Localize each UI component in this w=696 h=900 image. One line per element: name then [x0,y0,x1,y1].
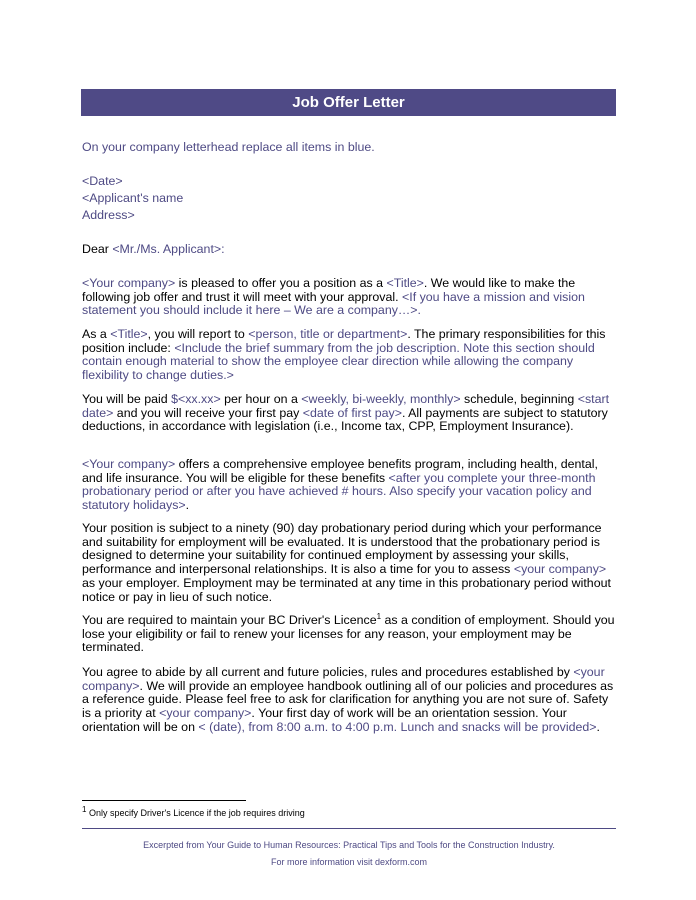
person-placeholder: <person, title or department> [248,327,408,341]
footnote-text: Only specify Driver's Licence if the job requires driving [86,808,305,818]
paragraph-text: As a [82,327,111,341]
footer-excerpt: Excerpted from Your Guide to Human Resources: Practical Tips and Tools for the Construction Industry. [143,840,555,850]
mission-placeholder: <If you have a mission and vision statement you should include it here – We are a company…>. [82,289,585,318]
footnote-number: 1 [82,805,87,814]
paragraph-text: Your position is subject to a ninety (90) day probationary period during which your performance and suitability for employment will be evaluated. It is understood that the probationary period is designed to determine your suitability for continued employment by assessing your skills, performance and interpersonal relationships. It is also a time for you to assess [82,521,602,577]
paragraph-text: . The primary responsibilities for this position include: [82,327,606,355]
applicant-name-placeholder: <Applicant's name [82,191,184,205]
start-date-placeholder: <start date> [82,392,610,420]
paragraph-text: as a condition of employment. Should you lose your eligibility or fail to renew your licenses for any reason, your employment may be terminated. [82,613,615,655]
paragraph-text: . We will provide an employee handbook outlining all of our policies and procedures as a reference guide. Please feel free to ask for clarification for anything you are not sure of. Safety is a priority at [82,678,614,721]
paragraph-text: , you will report to [147,327,249,341]
paragraph-text: as your employer. Employment may be terminated at any time in this probationary period without notice or pay in lieu of such notice. [82,575,611,604]
paragraph-text: . All payments are subject to statutory deductions, in accordance with legislation (i.e., Income tax, CPP, Employment Insurance). [82,405,608,434]
first-pay-placeholder: <date of first pay> [302,405,402,420]
paragraph-benefits [82,458,616,513]
paragraph-offer [82,277,616,318]
orientation-placeholder: < (date), from 8:00 a.m. to 4:00 p.m. Lunch and snacks will be provided> [198,719,597,734]
company-placeholder: <your company> [159,706,252,721]
address-placeholder: Address> [82,208,135,222]
footer-more-info: For more information visit dexform.com [270,857,428,867]
paragraph-text: You will be paid [82,392,172,406]
greeting [82,243,616,257]
footnote-ref: 1 [376,611,382,621]
paragraph-probation [82,522,616,604]
paragraph-text: . [185,498,190,513]
footer-divider [82,828,616,829]
paragraph-text: . We would like to make the following job offer and trust it will meet with your approval. [82,276,576,304]
paragraph-responsibilities [82,328,616,383]
company-placeholder: <Your company> [82,276,176,290]
paragraph-licence [82,611,616,655]
footnote-divider [82,800,246,801]
summary-placeholder: <Include the brief summary from the job description. Note this section should contain enough material to show the employee clear direction while allowing the company flexibility to change duties.> [82,340,595,383]
title-banner [81,89,616,116]
pay-placeholder: $<xx.xx> [171,392,221,406]
paragraph-text: and you will receive your first pay [113,405,303,420]
schedule-placeholder: <weekly, bi-weekly, monthly> [301,392,461,406]
paragraph-text: schedule, beginning [460,392,578,406]
greeting-name-placeholder: <Mr./Ms. Applicant>: [112,242,225,256]
company-placeholder: <Your company> [82,457,176,471]
company-placeholder: <your company> [513,562,607,577]
paragraph-text: offers a comprehensive employee benefits program, including health, dental, and life insurance. You will be eligible for these benefits [82,457,598,485]
paragraph-text: You are required to maintain your BC Driver's Licence [82,613,377,627]
paragraph-text: You agree to abide by all current and future policies, rules and procedures established by [82,665,574,679]
title-placeholder: <Title> [110,327,148,341]
document-title: Job Offer Letter [292,94,405,111]
paragraph-policies [82,666,616,735]
paragraph-text: is pleased to offer you a position as a [175,276,387,290]
paragraph-text: . [596,719,600,734]
paragraph-pay [82,393,616,434]
footnote [82,805,305,818]
title-placeholder: <Title> [386,276,424,290]
instruction-text: On your company letterhead replace all items in blue. [82,140,375,154]
paragraph-text: . Your first day of work will be an orientation session. Your orientation will be on [82,706,567,734]
date-placeholder: <Date> [82,174,123,188]
paragraph-text: per hour on a [220,392,302,406]
greeting-dear: Dear [82,242,113,256]
eligibility-placeholder: <after you complete your three-month probationary period or after you have achieved # hours. Also specify your vacation policy and statutory holidays> [82,470,596,513]
company-placeholder: <your company> [82,665,605,693]
